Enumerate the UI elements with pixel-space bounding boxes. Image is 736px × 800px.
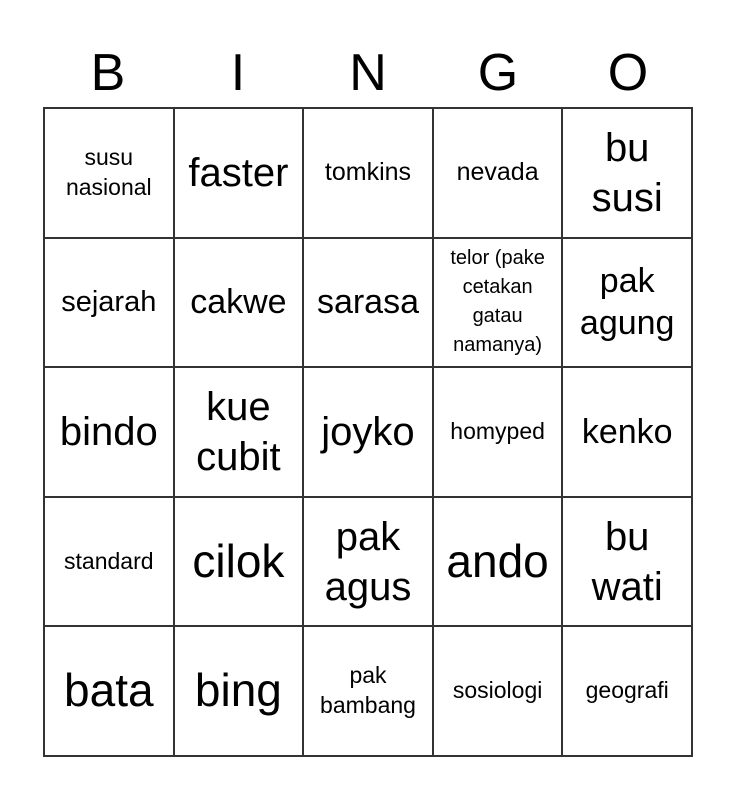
bingo-header (43, 40, 693, 106)
bingo-cell[interactable]: pak agus (303, 497, 433, 627)
bingo-cell[interactable]: faster (174, 108, 304, 238)
bingo-cell[interactable]: cakwe (174, 238, 304, 368)
bingo-cell[interactable]: homyped (433, 367, 563, 497)
bingo-cell[interactable]: kenko (562, 367, 692, 497)
bingo-cell[interactable]: joyko (303, 367, 433, 497)
bingo-board (43, 107, 693, 757)
bingo-cell[interactable]: bing (174, 626, 304, 756)
bingo-cell[interactable]: pak bambang (303, 626, 433, 756)
bingo-cell[interactable]: kue cubit (174, 367, 304, 497)
bingo-cell[interactable]: ando (433, 497, 563, 627)
header-letter-b: B (90, 44, 126, 102)
bingo-cell[interactable]: pak agung (562, 238, 692, 368)
header-letter-g: G (477, 44, 519, 102)
bingo-cell[interactable]: nevada (433, 108, 563, 238)
header-letter-o: O (607, 44, 649, 102)
bingo-cell[interactable]: sosiologi (433, 626, 563, 756)
bingo-cell[interactable]: bata (44, 626, 174, 756)
bingo-cell[interactable]: tomkins (303, 108, 433, 238)
header-letter-n: N (349, 44, 387, 102)
bingo-cell[interactable]: sejarah (44, 238, 174, 368)
bingo-cell[interactable]: geografi (562, 626, 692, 756)
bingo-cell[interactable]: bu wati (562, 497, 692, 627)
bingo-cell[interactable]: bu susi (562, 108, 692, 238)
bingo-cell[interactable]: standard (44, 497, 174, 627)
bingo-cell[interactable]: telor (pake cetakan gatau namanya) (433, 238, 563, 368)
bingo-cell[interactable]: bindo (44, 367, 174, 497)
header-letter-i: I (230, 44, 246, 102)
bingo-cell[interactable]: susu nasional (44, 108, 174, 238)
bingo-cell[interactable]: cilok (174, 497, 304, 627)
bingo-cell[interactable]: sarasa (303, 238, 433, 368)
